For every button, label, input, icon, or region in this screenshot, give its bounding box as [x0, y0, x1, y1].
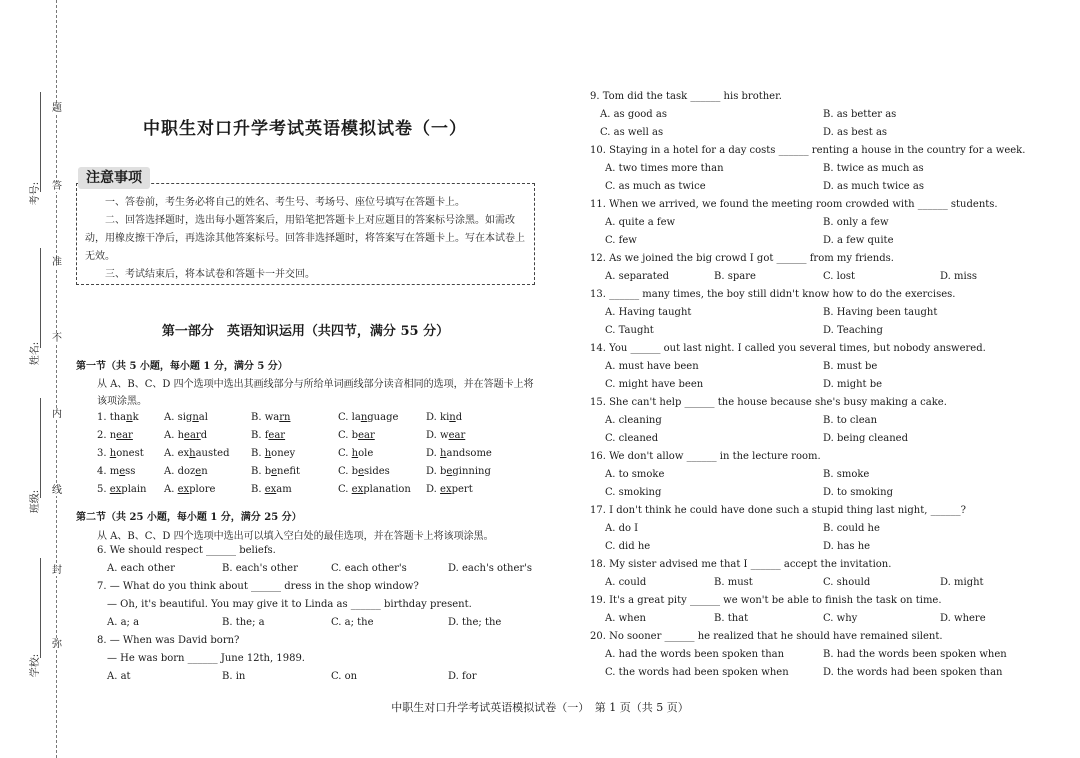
option: A. cleaning — [605, 415, 662, 426]
question-word: 5. explain — [97, 484, 147, 495]
section-instruction: 从 A、B、C、D 四个选项中选出其画线部分与所给单词画线部分读音相同的选项，并在答题卡上将该项涂黑。 — [97, 379, 534, 407]
option: D. to smoking — [823, 487, 893, 498]
option: D. Teaching — [823, 325, 883, 336]
option: B. the; a — [222, 617, 265, 628]
question-stem: 17. I don't think he could have done such a stupid thing last night, ______? — [590, 505, 966, 516]
seal-char: 线 — [52, 485, 62, 496]
option: D. a few quite — [823, 235, 894, 246]
label-school: 学校: — [30, 653, 42, 678]
question-stem: 11. When we arrived, we found the meeting room crowded with ______ students. — [590, 199, 998, 210]
seal-char: 不 — [52, 333, 62, 344]
option: A. exhausted — [164, 448, 230, 459]
option: B. that — [714, 613, 749, 624]
option: A. heard — [164, 430, 208, 441]
question-stem: — Oh, it's beautiful. You may give it to Linda as ______ birthday present. — [107, 599, 472, 610]
page-footer: 中职生对口升学考试英语模拟试卷（一） 第 1 页（共 5 页） — [391, 701, 689, 714]
section-heading: 第二节（共 25 小题，每小题 1 分，满分 25 分） — [76, 512, 302, 523]
option: C. besides — [338, 466, 390, 477]
notice-box — [76, 183, 535, 285]
option: A. separated — [605, 271, 670, 282]
question-stem: 12. As we joined the big crowd I got ______ from my friends. — [590, 253, 894, 264]
option: A. dozen — [164, 466, 208, 477]
seal-char: 准 — [52, 257, 62, 268]
question-word: 1. thank — [97, 412, 139, 423]
option: A. quite a few — [605, 217, 676, 228]
option: B. fear — [251, 430, 286, 441]
option: B. to clean — [823, 415, 878, 426]
option: B. warn — [251, 412, 291, 423]
option: B. twice as much as — [823, 163, 924, 174]
option: A. do I — [605, 523, 639, 534]
name-line — [40, 248, 41, 348]
option: C. cleaned — [605, 433, 659, 444]
question-stem: 10. Staying in a hotel for a day costs ______ renting a house in the country for a week. — [590, 145, 1026, 156]
option: D. kind — [426, 412, 463, 423]
question-stem: 8. — When was David born? — [97, 635, 240, 646]
option: B. only a few — [823, 217, 889, 228]
option: C. as much as twice — [605, 181, 706, 192]
option: B. exam — [251, 484, 292, 495]
option: C. should — [823, 577, 871, 588]
option: D. as best as — [823, 127, 888, 138]
question-stem: 14. You ______ out last night. I called you several times, but nobody answered. — [590, 343, 986, 354]
option: A. two times more than — [605, 163, 724, 174]
option: C. smoking — [605, 487, 662, 498]
option: D. handsome — [426, 448, 492, 459]
question-stem: — He was born ______ June 12th, 1989. — [107, 653, 305, 664]
option: A. explore — [164, 484, 216, 495]
option: D. each's other's — [448, 563, 533, 574]
option: C. why — [823, 613, 858, 624]
option: B. spare — [714, 271, 756, 282]
option: D. the; the — [448, 617, 502, 628]
option: B. had the words been spoken when — [823, 649, 1007, 660]
question-stem: 19. It's a great pity ______ we won't be able to finish the task on time. — [590, 595, 942, 606]
section-heading: 第一节（共 5 小题，每小题 1 分，满分 5 分） — [76, 361, 288, 372]
option: B. honey — [251, 448, 296, 459]
option: A. as good as — [600, 109, 667, 120]
notice-tab: 注意事项 — [78, 167, 150, 189]
seal-char: 答 — [52, 181, 62, 192]
option: A. when — [605, 613, 646, 624]
question-stem: 13. ______ many times, the boy still didn't know how to do the exercises. — [590, 289, 956, 300]
question-stem: 18. My sister advised me that I ______ accept the invitation. — [590, 559, 892, 570]
seal-char: 弥 — [52, 639, 62, 650]
seal-char: 内 — [52, 409, 62, 420]
option: C. a; the — [331, 617, 374, 628]
exam-title: 中职生对口升学考试英语模拟试卷（一） — [143, 119, 467, 139]
option: A. could — [605, 577, 647, 588]
option: A. signal — [164, 412, 208, 423]
label-name: 姓名: — [30, 341, 42, 366]
option: A. to smoke — [605, 469, 665, 480]
part-heading: 第一部分 英语知识运用（共四节，满分 55 分） — [161, 324, 450, 339]
option: D. might be — [823, 379, 883, 390]
label-exam-number: 考号: — [30, 181, 42, 206]
option: B. in — [222, 671, 246, 682]
option: A. each other — [107, 563, 175, 574]
option: D. where — [940, 613, 986, 624]
option: B. each's other — [222, 563, 298, 574]
class-line — [40, 398, 41, 498]
option: C. might have been — [605, 379, 704, 390]
question-word: 4. mess — [97, 466, 136, 477]
option: C. explanation — [338, 484, 411, 495]
seal-char: 封 — [52, 565, 62, 576]
option: C. each other's — [331, 563, 407, 574]
question-stem: 6. We should respect ______ beliefs. — [97, 545, 276, 556]
option: D. for — [448, 671, 477, 682]
option: B. must — [714, 577, 753, 588]
option: D. as much twice as — [823, 181, 925, 192]
label-class: 班级: — [30, 489, 42, 514]
option: C. as well as — [600, 127, 664, 138]
seal-char: 题 — [52, 103, 62, 114]
option: B. Having been taught — [823, 307, 938, 318]
option: C. on — [331, 671, 358, 682]
exam-number-line — [40, 92, 41, 192]
question-word: 2. near — [97, 430, 133, 441]
option: C. did he — [605, 541, 651, 552]
option: A. must have been — [605, 361, 699, 372]
option: D. expert — [426, 484, 473, 495]
option: A. had the words been spoken than — [605, 649, 785, 660]
option: B. smoke — [823, 469, 870, 480]
question-stem: 15. She can't help ______ the house because she's busy making a cake. — [590, 397, 947, 408]
option: C. bear — [338, 430, 375, 441]
option: D. wear — [426, 430, 466, 441]
option: B. as better as — [823, 109, 897, 120]
question-word: 3. honest — [97, 448, 144, 459]
option: C. lost — [823, 271, 856, 282]
section-instruction: 从 A、B、C、D 四个选项中选出可以填入空白处的最佳选项，并在答题卡上将该项涂黑。 — [97, 531, 494, 542]
option: D. has he — [823, 541, 871, 552]
question-stem: 16. We don't allow ______ in the lecture room. — [590, 451, 821, 462]
notice-item: 三、考试结束后，将本试卷和答题卡一并交回。 — [105, 269, 315, 280]
option: A. at — [107, 671, 131, 682]
option: B. could he — [823, 523, 880, 534]
option: C. language — [338, 412, 399, 423]
option: D. beginning — [426, 466, 491, 477]
option: D. miss — [940, 271, 977, 282]
option: A. a; a — [107, 617, 140, 628]
question-stem: 9. Tom did the task ______ his brother. — [590, 91, 782, 102]
notice-item: 二、回答选择题时，选出每小题答案后，用铅笔把答题卡上对应题目的答案标号涂黑。如需改动，用橡皮擦干净后，再选涂其他答案标号。回答非选择题时，将答案写在答题卡上。写在本试卷上无效。 — [85, 215, 525, 262]
option: C. hole — [338, 448, 374, 459]
option: D. the words had been spoken than — [823, 667, 1003, 678]
question-stem: 7. — What do you think about ______ dress in the shop window? — [97, 581, 419, 592]
option: D. being cleaned — [823, 433, 908, 444]
option: A. Having taught — [605, 307, 692, 318]
notice-item: 一、答卷前，考生务必将自己的姓名、考生号、考场号、座位号填写在答题卡上。 — [105, 197, 465, 208]
question-stem: 20. No sooner ______ he realized that he should have remained silent. — [590, 631, 943, 642]
option: C. Taught — [605, 325, 654, 336]
option: C. few — [605, 235, 637, 246]
option: D. might — [940, 577, 984, 588]
option: C. the words had been spoken when — [605, 667, 789, 678]
school-line — [40, 558, 41, 658]
option: B. benefit — [251, 466, 301, 477]
option: B. must be — [823, 361, 878, 372]
